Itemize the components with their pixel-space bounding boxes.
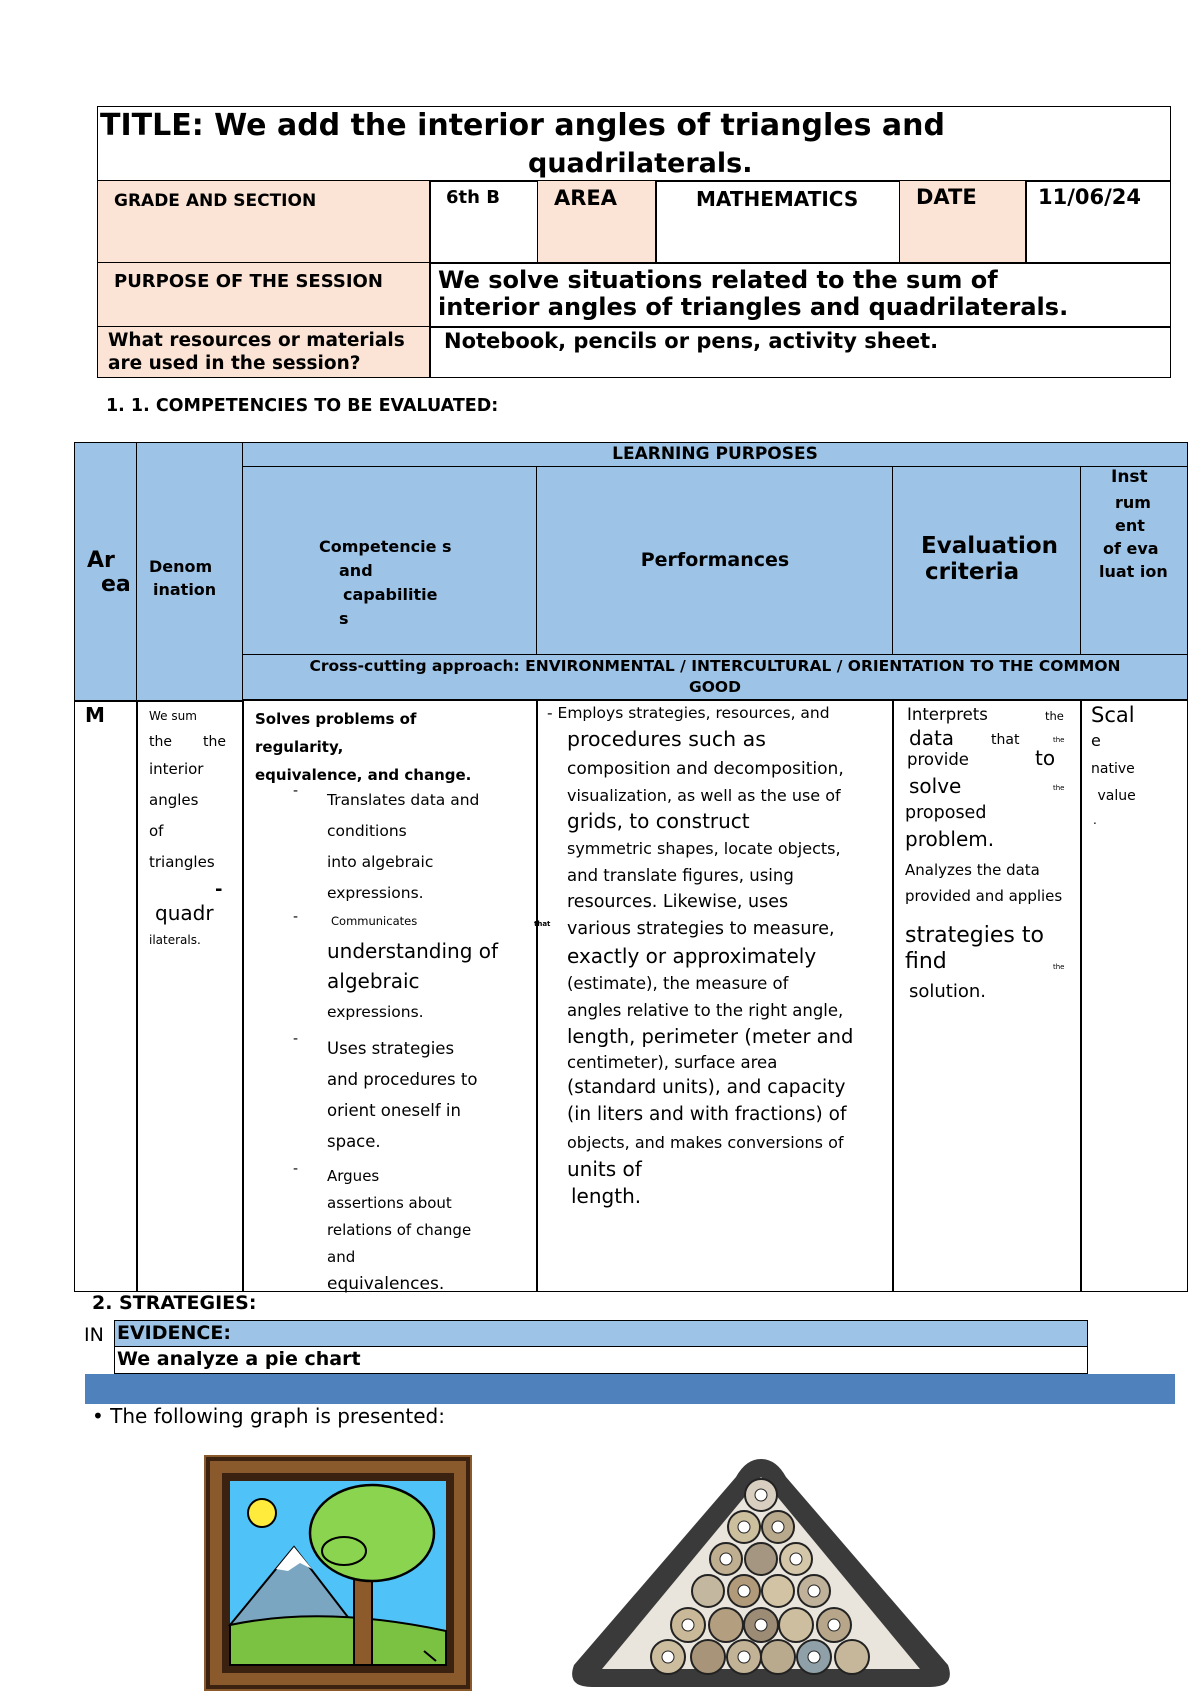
denomination-header-line2: ination xyxy=(153,580,217,599)
instrument-header-cell xyxy=(1080,466,1188,656)
denomination-line4: angles xyxy=(149,791,199,809)
instrument-header-line3: ent xyxy=(1115,516,1145,535)
denomination-header-line1: Denom xyxy=(149,557,213,576)
title-line-2: quadrilaterals. xyxy=(528,148,753,179)
criteria-w10: proposed xyxy=(905,803,987,823)
framed-tree-picture xyxy=(204,1455,472,1691)
area-label: AREA xyxy=(554,186,618,210)
denomination-line2b: the xyxy=(203,734,226,750)
performance-line16: (in liters and with fractions) of xyxy=(567,1104,847,1125)
grade-label-cell xyxy=(97,180,431,264)
purpose-line-1: We solve situations related to the sum of xyxy=(438,266,998,294)
criteria-w7: to xyxy=(1035,746,1056,770)
performance-line5: grids, to construct xyxy=(567,809,750,833)
competency-item1 xyxy=(327,785,479,909)
competency-item2-line4: expressions. xyxy=(327,1003,424,1021)
criteria-w12: Analyzes the data xyxy=(905,861,1040,879)
cross-cutting-line2: GOOD xyxy=(689,678,741,696)
competency-intro-line2: regularity, xyxy=(255,738,344,756)
title-cell xyxy=(97,106,1171,182)
bullet-icon: • xyxy=(92,1404,104,1428)
performances-header-cell xyxy=(536,466,894,656)
resources-label-line-2: are used in the session? xyxy=(108,353,361,374)
criteria-header-cell xyxy=(892,466,1082,656)
competency-item4-line1: Argues xyxy=(327,1167,380,1185)
competencies-header-line1: Competencie s xyxy=(319,537,452,556)
competency-intro-line3: equivalence, and change. xyxy=(255,766,472,784)
criteria-body-cell xyxy=(892,700,1082,1292)
cross-cutting-cell xyxy=(242,654,1188,700)
criteria-w13: provided and applies xyxy=(905,887,1063,905)
learning-purposes-label: LEARNING PURPOSES xyxy=(612,444,818,464)
performance-line2: procedures such as xyxy=(567,727,766,751)
denomination-dash: - xyxy=(215,879,223,900)
competency-item2-dash: - xyxy=(293,909,299,925)
criteria-w9: the xyxy=(1053,784,1065,792)
performance-line11: (estimate), the measure of xyxy=(567,974,789,993)
denomination-line7: quadr xyxy=(155,901,214,925)
stray-mark: that xyxy=(534,920,551,928)
criteria-w17: solution. xyxy=(909,981,987,1002)
performance-line17: objects, and makes conversions of xyxy=(567,1133,844,1152)
denomination-header-cell xyxy=(136,442,244,702)
criteria-w14: strategies to xyxy=(905,923,1044,948)
billiard-rack-icon xyxy=(560,1455,962,1691)
bullet-text: The following graph is presented: xyxy=(110,1404,445,1428)
instrument-line1: Scal xyxy=(1091,703,1135,727)
criteria-w3: data xyxy=(909,726,955,750)
section1-title: 1. 1. COMPETENCIES TO BE EVALUATED: xyxy=(106,396,499,416)
criteria-w6: provide xyxy=(907,750,969,769)
billiard-balls-picture xyxy=(560,1455,962,1691)
instrument-header-line5: luat ion xyxy=(1099,562,1168,581)
denomination-line2: the xyxy=(149,734,172,750)
competency-item4-line3: relations of change xyxy=(327,1221,472,1239)
denomination-body-cell xyxy=(136,700,244,1292)
performance-line13: length, perimeter (meter and xyxy=(567,1025,854,1048)
area-label-cell xyxy=(537,180,657,264)
competency-item4-line4: and xyxy=(327,1248,356,1266)
performance-line10: exactly or approximately xyxy=(567,944,817,968)
area-value: MATHEMATICS xyxy=(696,187,859,211)
criteria-w5: the xyxy=(1053,736,1065,744)
in-prefix: IN xyxy=(84,1324,104,1346)
performance-line8: resources. Likewise, uses xyxy=(567,892,789,912)
grade-value: 6th B xyxy=(446,187,500,208)
cross-cutting-line1: Cross-cutting approach: ENVIRONMENTAL / INTERCULTURAL / ORIENTATION TO THE COMMON xyxy=(309,657,1121,675)
instrument-line4: value xyxy=(1093,788,1136,804)
date-value-cell xyxy=(1025,180,1171,264)
competency-item2-line3: algebraic xyxy=(327,969,420,993)
denomination-line5: of xyxy=(149,822,164,840)
area-value-cell xyxy=(655,180,901,264)
strategies-title: 2. STRATEGIES: xyxy=(92,1292,257,1314)
date-label: DATE xyxy=(916,185,977,209)
competency-item3-line2: and procedures to xyxy=(327,1070,478,1089)
criteria-header-line2: criteria xyxy=(925,559,1020,585)
purpose-value-cell xyxy=(429,262,1171,328)
competency-item2-line2: understanding of xyxy=(327,939,499,963)
competency-item1-dash: - xyxy=(293,783,299,799)
performance-line3: composition and decomposition, xyxy=(567,759,844,779)
competency-item4-dash: - xyxy=(293,1161,299,1177)
area-header-cell xyxy=(74,442,138,702)
criteria-w4: that xyxy=(991,732,1020,748)
competencies-header-line2: and xyxy=(339,561,373,580)
purpose-label-cell xyxy=(97,262,431,328)
instrument-line3: native xyxy=(1091,761,1135,777)
purpose-label: PURPOSE OF THE SESSION xyxy=(114,271,383,292)
competency-item1-line2: conditions xyxy=(327,822,407,840)
criteria-header-line1: Evaluation xyxy=(921,533,1059,559)
resources-label-line-1: What resources or materials xyxy=(108,330,405,351)
competency-item2-line1: Communicates xyxy=(331,914,418,928)
area-body-cell xyxy=(74,700,138,1292)
denomination-line3: interior xyxy=(149,760,204,778)
area-header-line1: Ar xyxy=(87,548,115,573)
performance-line7: and translate figures, using xyxy=(567,866,794,885)
performances-body-cell xyxy=(536,700,894,1292)
criteria-w8: solve xyxy=(909,774,962,798)
section-divider-bar xyxy=(85,1374,1175,1404)
criteria-w16: the xyxy=(1053,963,1065,971)
learning-purposes-header xyxy=(242,442,1188,468)
performance-line14: centimeter), surface area xyxy=(567,1053,778,1072)
denomination-line1: We sum xyxy=(149,709,197,723)
date-value: 11/06/24 xyxy=(1038,185,1142,209)
denomination-line8: ilaterals. xyxy=(149,933,201,947)
resources-label-cell xyxy=(97,326,431,378)
instrument-header-line2: rum xyxy=(1115,493,1151,512)
date-label-cell xyxy=(899,180,1027,264)
performance-line4: visualization, as well as the use of xyxy=(567,786,841,805)
grade-value-cell xyxy=(429,180,539,264)
purpose-line-2: interior angles of triangles and quadrilaterals. xyxy=(438,293,1069,321)
instrument-line5: . xyxy=(1093,813,1097,827)
instrument-line2: e xyxy=(1091,731,1101,750)
criteria-w11: problem. xyxy=(905,827,995,851)
instrument-header-line4: of eva xyxy=(1103,539,1159,558)
competency-item4-line5: equivalences. xyxy=(327,1274,445,1294)
title-line-1: TITLE: We add the interior angles of triangles and xyxy=(100,108,945,143)
competency-intro xyxy=(255,705,471,789)
performance-line6: symmetric shapes, locate objects, xyxy=(567,839,841,858)
competency-item1-line3: into algebraic xyxy=(327,853,434,871)
competency-item3 xyxy=(327,1033,477,1157)
competency-item4 xyxy=(327,1163,471,1298)
performance-line9: various strategies to measure, xyxy=(567,919,835,939)
performance-line15: (standard units), and capacity xyxy=(567,1077,846,1098)
competency-item3-line1: Uses strategies xyxy=(327,1039,455,1058)
competency-item1-line4: expressions. xyxy=(327,884,424,902)
competency-item3-line3: orient oneself in xyxy=(327,1101,461,1120)
criteria-w1: Interprets xyxy=(907,705,988,724)
resources-value-cell xyxy=(429,326,1171,378)
tree-painting-icon xyxy=(204,1455,472,1691)
performances-header-label: Performances xyxy=(640,549,790,571)
resources-value: Notebook, pencils or pens, activity sheet. xyxy=(444,329,939,353)
criteria-w2: the xyxy=(1045,709,1064,723)
area-header-line2: ea xyxy=(101,572,131,597)
bullet-line xyxy=(92,1404,445,1428)
competency-item3-dash: - xyxy=(293,1031,299,1047)
instrument-header-line1: Inst xyxy=(1111,467,1148,487)
performance-line12: angles relative to the right angle, xyxy=(567,1001,844,1020)
evidence-body xyxy=(114,1346,1088,1374)
competency-item4-line2: assertions about xyxy=(327,1194,452,1212)
grade-label: GRADE AND SECTION xyxy=(114,191,317,211)
competency-item3-line4: space. xyxy=(327,1132,381,1151)
area-value: M xyxy=(85,703,105,727)
performance-line19: length. xyxy=(571,1184,642,1208)
competency-intro-line1: Solves problems of xyxy=(255,710,417,728)
evidence-header xyxy=(114,1320,1088,1348)
criteria-w15: find xyxy=(905,949,947,974)
performance-line1: - Employs strategies, resources, and xyxy=(547,704,830,722)
competencies-header-line3: capabilitie xyxy=(343,585,438,604)
evidence-label: EVIDENCE: xyxy=(117,1322,231,1344)
instrument-body-cell xyxy=(1080,700,1188,1292)
competencies-header-line4: s xyxy=(339,609,349,628)
performance-line18: units of xyxy=(567,1157,642,1181)
competencies-header-cell xyxy=(242,466,538,656)
evidence-value: We analyze a pie chart xyxy=(117,1348,361,1370)
competency-item1-line1: Translates data and xyxy=(327,791,480,809)
denomination-line6: triangles xyxy=(149,853,215,871)
competencies-body-cell xyxy=(242,700,538,1292)
